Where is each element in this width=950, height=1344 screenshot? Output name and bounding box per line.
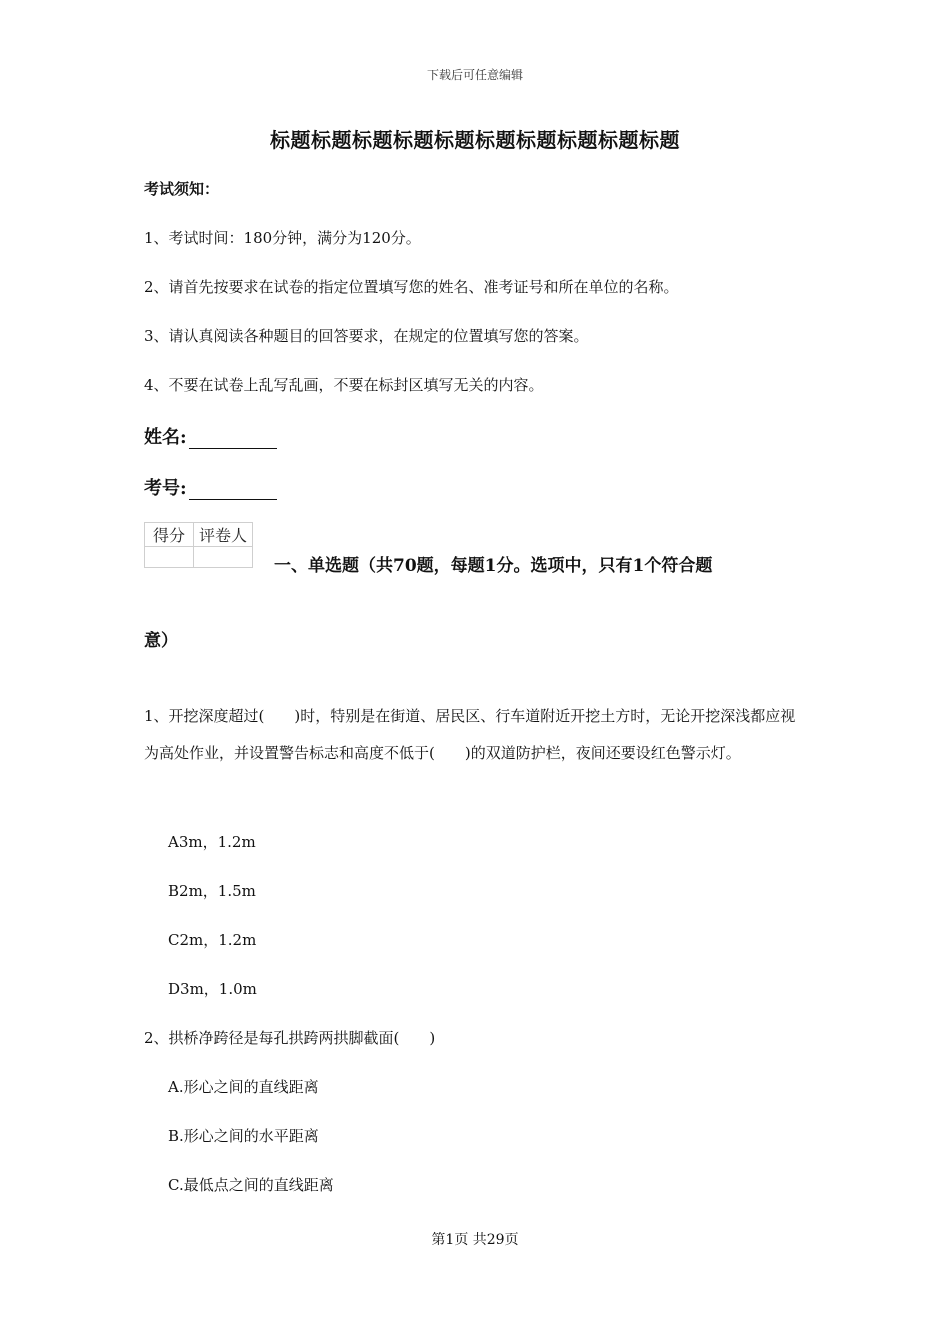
question-option[interactable]: A.形心之间的直线距离 [168,1078,319,1096]
name-field[interactable] [144,423,277,449]
question-option[interactable]: A3m，1.2m [168,833,256,851]
name-label: 姓名: [144,427,187,448]
name-blank-line[interactable] [189,432,277,449]
instruction-item: 2、请首先按要求在试卷的指定位置填写您的姓名、准考证号和所在单位的名称。 [144,278,679,296]
instruction-item: 4、不要在试卷上乱写乱画，不要在标封区填写无关的内容。 [144,376,544,394]
instructions-heading: 考试须知： [144,180,220,198]
question-option[interactable]: B.形心之间的水平距离 [168,1127,319,1145]
question-option[interactable]: D3m，1.0m [168,980,257,998]
document-title: 标题标题标题标题标题标题标题标题标题标题 [270,128,680,152]
exam-id-field[interactable] [144,474,277,500]
grader-header: 评卷人 [194,523,253,547]
instruction-item: 1、考试时间：180分钟，满分为120分。 [144,229,421,247]
page-footer: 第1页 共29页 [431,1232,519,1248]
exam-id-label: 考号: [144,478,187,499]
score-cell[interactable] [145,547,194,568]
exam-id-blank-line[interactable] [189,483,277,500]
instruction-item: 3、请认真阅读各种题目的回答要求，在规定的位置填写您的答案。 [144,327,589,345]
score-header: 得分 [145,523,194,547]
section-title-line1: 一、单选题（共70题，每题1分。选项中，只有1个符合题 [274,556,713,576]
grader-cell[interactable] [194,547,253,568]
question-text: 1、开挖深度超过( )时，特别是在街道、居民区、行车道附近开挖土方时，无论开挖深浅都应视为高处作业，并设置警告标志和高度不低于( )的双道防护栏，夜间还要设红色警示灯。 [144,707,796,762]
question-option[interactable]: C2m，1.2m [168,931,257,949]
question-option[interactable]: B2m，1.5m [168,882,256,900]
section-title-line2: 意） [144,631,178,651]
question-text: 2、拱桥净跨径是每孔拱跨两拱脚截面( ) [144,1029,436,1047]
header-note: 下载后可任意编辑 [426,68,523,82]
score-table [144,522,253,568]
question-option[interactable]: C.最低点之间的直线距离 [168,1176,334,1194]
